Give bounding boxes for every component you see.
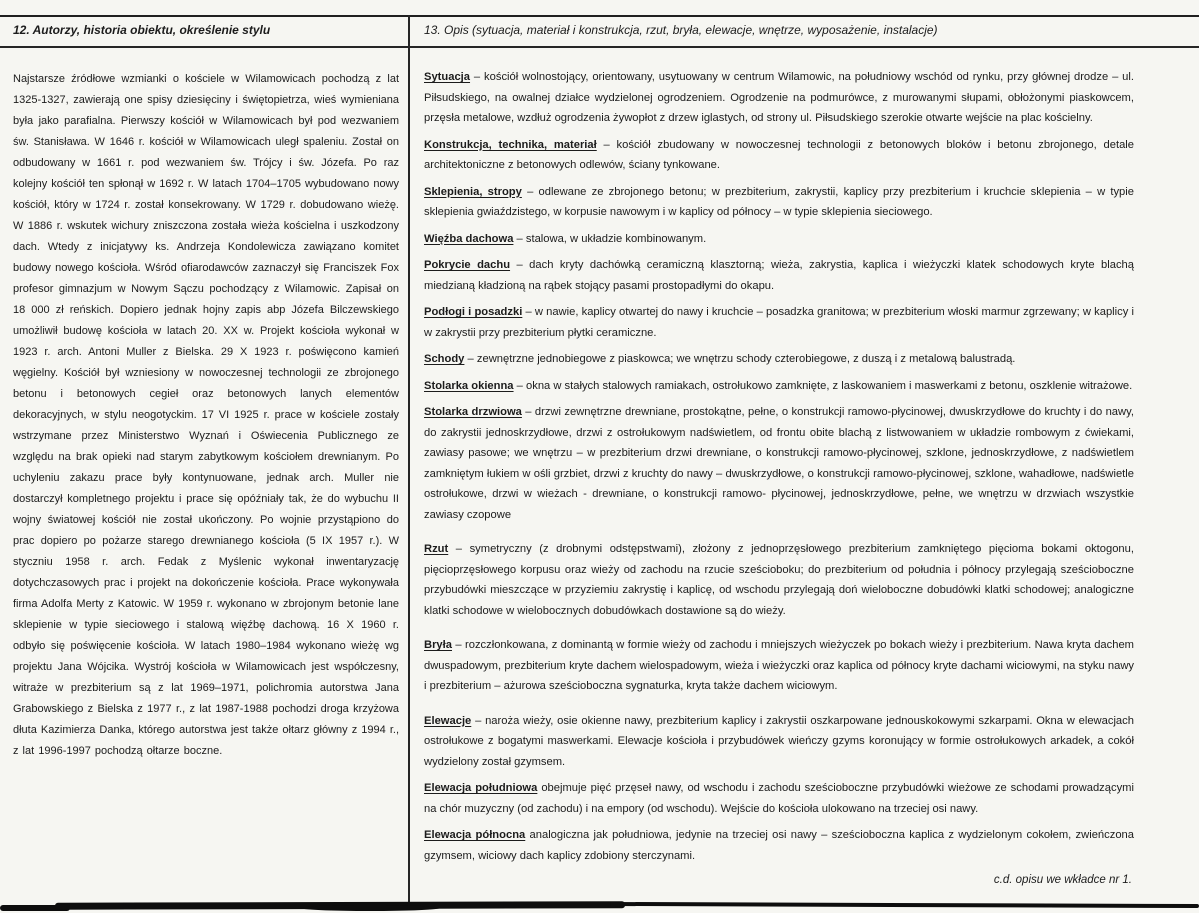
- paragraph-bryla: [424, 635, 1134, 697]
- paragraph-text: obejmuje pięć przęseł nawy, od wschodu i zachodu sześcioboczne przybudówki wieżowe ze schodami prowadzącymi na chór muzyczny (od zachodu) i na empory (od wschodu). Wejście do kościoła ulokowano na trzeciej osi nawy.: [424, 782, 1134, 815]
- paragraph-elewacja-polnocna: [424, 825, 1134, 866]
- paragraph-label: Elewacja północna: [424, 829, 526, 841]
- paragraph-separator: –: [521, 406, 535, 418]
- paragraph-text: rozczłonkowana, z dominantą w formie wieży od zachodu i mniejszych wieżyczek po bokach wieży i prezbiterium. Nawa kryta dachem dwuspadowym, prezbiterium kryte dachem wielospadowym, wieża i wieżyczki oraz kaplica od północy kryte dachami wiciowymi, na styku nawy i prezbiterium – ażurowa sześcioboczna sygnaturka, kryta także dachem wiciowym.: [424, 639, 1134, 692]
- paragraph-text: symetryczny (z drobnymi odstępstwami), złożony z jednoprzęsłowego prezbiterium zamkniętego pięcioma bokami oktogonu, pięcioprzęsłowego korpusu oraz wieży od zachodu na rzucie sześcioboku; do prezbiterium od południa i północy przylegają sześcioboczne przybudówki mieszczące w przyziemiu zakrystię i kaplicę, od wschodu przylegają doń wieloboczne dobudówki klatki schodowej; analogiczne klatki schodowe w wielobocznych dobudówkach dostawione są do wieży.: [424, 543, 1134, 617]
- paragraph-separator: –: [464, 353, 477, 365]
- paragraph-text: okna w stałych stalowych ramiakach, ostrołukowo zamknięte, z laskowaniem i maswerkami z betonu, oszklenie witrażowe.: [526, 379, 1133, 392]
- column-divider: [408, 15, 410, 905]
- paragraph-label: Stolarka drzwiowa: [424, 406, 522, 418]
- paragraph-label: Sklepienia, stropy: [424, 185, 522, 198]
- paragraph-text: naroża wieży, osie okienne nawy, prezbiterium kaplicy i zakrystii oszkarpowane jednouskokowymi szkarpami. Okna w elewacjach ostrołukowe z bogatymi maswerkami. Elewacje kościoła i przybudówek wieńczy gzyms koronujący w formie ostrołukowych arkadek, a cokół wydzielony został gzymsem.: [424, 714, 1134, 768]
- scan-artifact: [610, 902, 1199, 908]
- paragraph-label: Bryła: [424, 639, 452, 651]
- scan-artifact: [300, 905, 440, 911]
- paragraph-label: Konstrukcja, technika, materiał: [424, 138, 597, 151]
- paragraph-text: analogiczna jak południowa, jedynie na trzeciej osi nawy – sześcioboczna kaplica z wydzielonym cokołem, zwieńczona gzymsem, wiciowy dach kaplicy zdobiony sterczynami.: [424, 829, 1134, 862]
- paragraph-stolarka-drzwiowa: [424, 402, 1134, 525]
- paragraph-separator: –: [510, 259, 530, 271]
- paragraph-separator: –: [521, 185, 539, 198]
- paragraph-text: drzwi zewnętrzne drewniane, prostokątne, pełne, o konstrukcji ramowo-płycinowej, dwuskrzydłowe do kruchty i do nawy, do zakrystii jednoskrzydłowe, drzwi z ostrołukowym nadświetlem, od frontu obite blachą z listwowaniem w układzie rombowym z ćwiekami, zawiasy pasowe; we wnętrzu – w prezbiterium drzwi drewniane, o konstrukcji ramowo-płycinowej, szklone, jednoskrzydłowe, z nadświetlem zamkniętym łukiem w ośli grzbiet, drzwi z kruchty do nawy – dwuskrzydłowe, o konstrukcji ramowo-płycinowej, szklone, wahadłowe, nadświetle ostrołukowe, drzwi w wieżach - drewniane, o konstrukcji ramowo- płycinowej, jednoskrzydłowe, pełne, we wnętrzu w drzwiach wszystkie zawiasy czopowe: [424, 406, 1134, 521]
- paragraph-label: Stolarka okienna: [424, 379, 514, 392]
- paragraph-label: Podłogi i posadzki: [424, 306, 523, 318]
- paragraph-wiezba-dachowa: [424, 229, 1134, 250]
- paragraph-separator: –: [513, 232, 526, 245]
- paragraph-sytuacja: [424, 67, 1134, 129]
- section-12-column: [13, 23, 399, 762]
- paragraph-label: Pokrycie dachu: [424, 259, 511, 271]
- paragraph-label: Więźba dachowa: [424, 232, 514, 245]
- section-12-header: 12. Autorzy, historia obiektu, określenie stylu: [13, 23, 271, 37]
- paragraph-sklepienia-stropy: [424, 182, 1134, 223]
- paragraph-text: kościół wolnostojący, orientowany, usytuowany w centrum Wilamowic, na południowy wschód od rynku, przy głównej drodze – ul. Piłsudskiego, na owalnej działce wydzielonej ogrodzeniem. Ogrodzenie na podmurówce, z murowanymi słupami, obłożonymi piaskowcem, przęsła metalowe, wzdłuż ogrodzenia żywopłot z drzew iglastych, od strony ul. Piłsudskiego szerokie otwarte wejście na plac kościelny.: [424, 71, 1134, 124]
- paragraph-elewacje: [424, 711, 1134, 773]
- paragraph-konstrukcja-technika-material: [424, 135, 1134, 176]
- paragraph-label: Elewacje: [424, 714, 472, 727]
- paragraph-pokrycie-dachu: [424, 255, 1134, 296]
- paragraph-separator: –: [448, 543, 470, 555]
- paragraph-separator: –: [522, 306, 535, 318]
- paragraph-label: Schody: [424, 353, 465, 365]
- section-12-body-text: Najstarsze źródłowe wzmianki o kościele w Wilamowicach pochodzą z lat 1325-1327, zawierają one spisy dziesięciny i świętopietrza, wieś wymieniana była jako parafialna. Pierwszy kościół w Wilamowicach był pod wezwaniem św. Stanisława. W 1646 r. kościół w Wilamowicach uległ spaleniu. Został on odbudowany w 1661 r. pod wezwaniem św. Trójcy i św. Józefa. Po raz kolejny kościół ten spłonął w 1692 r. W latach 1704–1705 wybudowano nowy kościół, który w 1724 r. został konsekrowany. W 1729 r. dobudowano wieżę. W 1886 r. wskutek wichury zniszczona została wieża kościelna i uszkodzony dach. Wtedy z inicjatywy ks. Andrzeja Kondolewicza zawiązano komitet budowy nowego kościoła. Wśród ofiarodawców zaznaczył się Franciszek Fox profesor gimnazjum w Nowym Sączu pochodzący z Wilamowic. Zapisał on 18 000 zł reńskich. Dopiero jednak hojny zapis abp Józefa Bilczewskiego umożliwił budowę kościoła w latach 20. XX w. Projekt kościoła wykonał w 1923 r. arch. Antoni Muller z Bielska. 29 X 1923 r. poświęcono kamień węgielny. Kościół był wzniesiony w nowoczesnej technologii ze zbrojonego betonu i betonowych cegieł oraz betonowych lanych elementów dekoracyjnych, w stylu neogotyckim. 17 VI 1925 r. prace w kościele zostały wstrzymane przez Ministerstwo Wyznań i Oświecenia Publicznego ze względu na brak opieki nad starym zabytkowym kościołem drewnianym. Po uchyleniu zakazu prace były kontynuowane, jednak arch. Muller nie dostarczył kompletnego projektu i prace się opóźniały tak, że do wybuchu II wojny światowej kościół nie został ukończony. Po wojnie przystąpiono do prac dopiero po pożarze starego drewnianego kościoła (5 IX 1957 r.). W styczniu 1958 r. arch. Fedak z Myślenic wykonał inwentaryzację dotychczasowych prac i projekt na dokończenie kościoła. Prace wykonywała firma Adolfa Merty z Katowic. W 1959 r. wykonano w zbrojonym betonie lane sklepienie w typie sieciowego i stalową więźbę dachową. 16 X 1960 r. odbyło się poświęcenie kościoła. W latach 1980–1984 wykonano wieżę wg projektu Jana Wójcika. Wystrój kościoła w Wilamowicach jest współczesny, witraże w prezbiterium są z lat 1969–1971, polichromia autorstwa Jana Grabowskiego z Bielska z 1977 r., z lat 1987-1988 pochodzi droga krzyżowa dłuta Kazimierza Danka, którego autorstwa jest także ołtarz główny z 1994 r., z lat 1996-1997 pochodzą ołtarze boczne.: [13, 73, 399, 757]
- paragraph-separator: –: [513, 379, 526, 392]
- paragraph-text: zewnętrzne jednobiegowe z piaskowca; we wnętrzu schody czterobiegowe, z duszą i z metalową balustradą.: [476, 353, 1016, 365]
- paragraph-rzut: [424, 539, 1134, 621]
- top-rule: [0, 15, 1199, 17]
- paragraph-label: Rzut: [424, 543, 449, 555]
- paragraph-label: Sytuacja: [424, 71, 471, 83]
- paragraph-podlogi-i-posadzki: [424, 302, 1134, 343]
- paragraph-elewacja-poludniowa: [424, 778, 1134, 819]
- continuation-note: c.d. opisu we wkładce nr 1.: [993, 874, 1132, 886]
- paragraph-text: kościół zbudowany w nowoczesnej technologii z betonowych bloków i betonu zbrojonego, detale architektoniczne z betonowych odlewów, ściany tynkowane.: [424, 138, 1134, 171]
- section-13-body: [424, 67, 1134, 866]
- section-13-column: [424, 23, 1134, 886]
- paragraph-separator: –: [596, 138, 617, 151]
- paragraph-separator: –: [470, 71, 485, 83]
- paragraph-schody: [424, 349, 1134, 370]
- paragraph-text: stalowa, w układzie kombinowanym.: [525, 232, 707, 245]
- paragraph-text: odlewane ze zbrojonego betonu; w prezbiterium, zakrystii, kaplicy przy prezbiterium i kruchcie sklepienia – w typie sklepienia gwiaździstego, w korpusie nawowym i w kaplicy od północy – w typie sklepienia sieciowego.: [424, 185, 1134, 218]
- section-13-header: 13. Opis (sytuacja, materiał i konstrukcja, rzut, bryła, elewacje, wnętrze, wyposażenie, instalacje): [424, 23, 938, 37]
- paragraph-text: dach kryty dachówką ceramiczną klasztorną; wieża, zakrystia, kaplica i wieżyczki klatek schodowych kryte blachą miedzianą kładzioną na rąbek stojący pasami prostopadłymi do okapu.: [424, 259, 1135, 292]
- paragraph-separator: –: [452, 639, 465, 651]
- paragraph-stolarka-okienna: [424, 376, 1134, 397]
- paragraph-label: Elewacja południowa: [424, 782, 538, 794]
- paragraph-separator: –: [471, 714, 486, 727]
- paragraph-text: w nawie, kaplicy otwartej do nawy i kruchcie – posadzka granitowa; w prezbiterium włoski marmur zgrzewany; w kaplicy i w zakrystii przy prezbiterium płytki ceramiczne.: [424, 306, 1134, 339]
